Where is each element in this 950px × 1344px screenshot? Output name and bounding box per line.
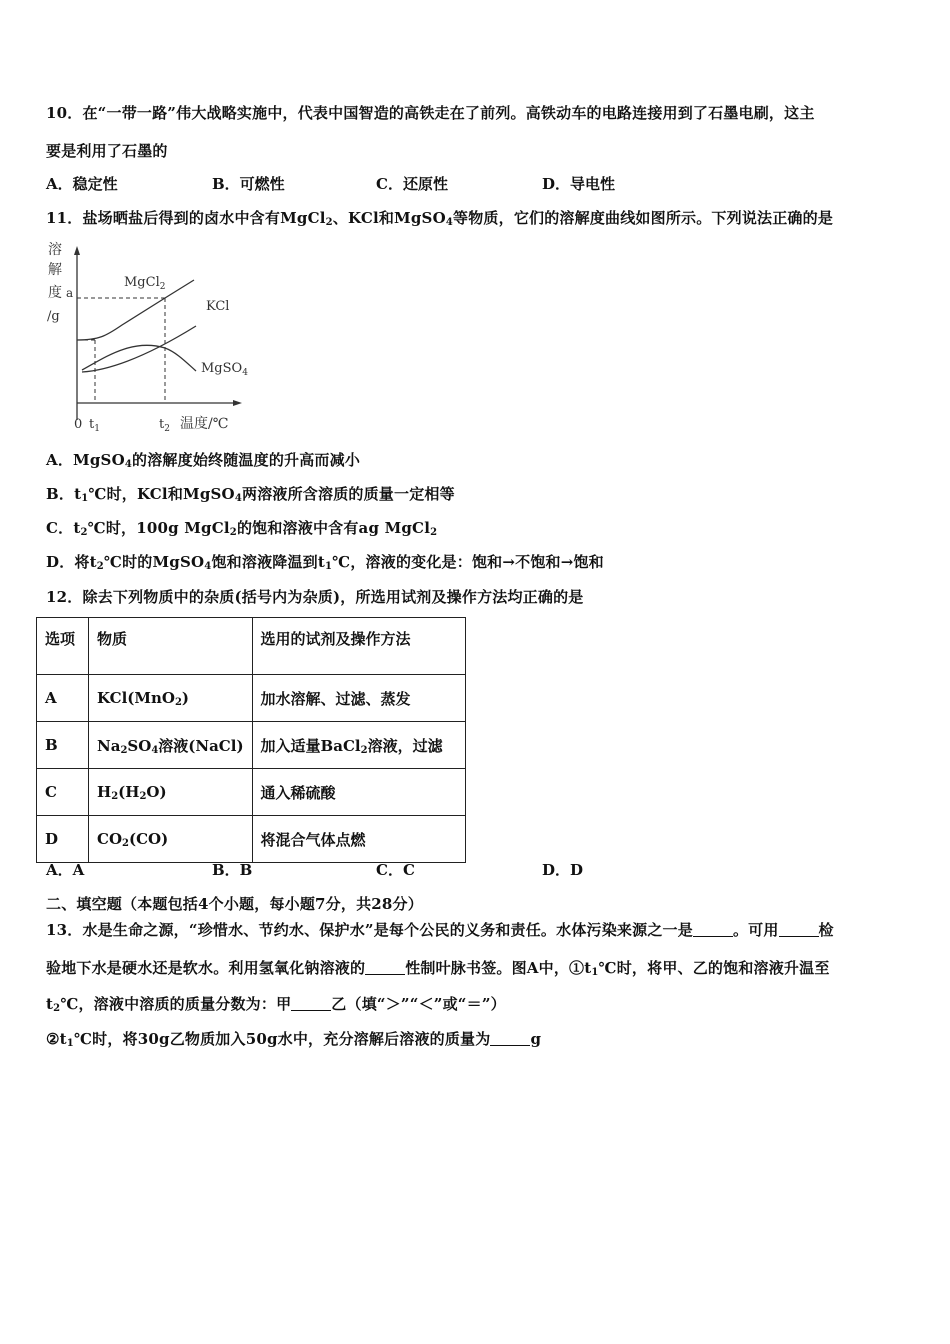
row-substance: $Na_2SO_4$溶液(NaCl) [89,722,253,769]
q12-stem: 12．除去下列物质中的杂质(括号内为杂质)，所选用试剂及操作方法均正确的是 [46,588,584,606]
series-mgso4-line [82,345,196,371]
x-tick-0: 0 [74,417,83,432]
q11-option-b: B．$t_1℃$时，KCl和MgSO$_4$两溶液所含溶质的质量一定相等 [46,485,455,504]
row-option: C [37,769,89,816]
q12-option-b: B．B [212,861,253,879]
ylabel-char-1: 溶 [48,242,62,258]
row-substance: KCl(MnO$_2$) [89,675,253,722]
q11-option-a: A．MgSO$_4$的溶解度始终随温度的升高而减小 [46,451,361,470]
header-option: 选项 [37,618,89,675]
row-substance: $H_2(H_2O)$ [89,769,253,816]
table-row [37,722,466,769]
header-method: 选用的试剂及操作方法 [252,618,465,675]
x-axis-arrow [233,400,242,406]
q11-stem: 11．盐场晒盐后得到的卤水中含有MgCl$_2$、KCl和MgSO$_4$等物质，它们的溶解度曲线如图所示。下列说法正确的是 [46,209,834,228]
row-substance: $CO_2(CO)$ [89,816,253,863]
table-header-row [37,618,466,675]
row-method: 加入适量BaCl$_2$溶液，过滤 [252,722,465,769]
q13-line4: $②t_1℃$时，将30g乙物质加入50g水中，充分溶解后溶液的质量为 g [46,1030,542,1049]
x-tick-t1: $t_1$ [89,417,100,434]
q13-line1: 13．水是生命之源，“珍惜水、节约水、保护水”是每个公民的义务和责任。水体污染来源之一是 。可用 检 [46,921,834,939]
q12-option-d: D．D [542,861,584,879]
series-label-kcl: KCl [206,299,230,314]
row-option: A [37,675,89,722]
row-method: 通入稀硫酸 [252,769,465,816]
q10-line1: 10．在“一带一路”伟大战略实施中，代表中国智造的高铁走在了前列。高铁动车的电路连接用到了石墨电刷，这主 [46,104,815,122]
q12-table [36,617,466,863]
q11-option-d: D．将$t_2℃$时的MgSO$_4$饱和溶液降温到$t_1℃$，溶液的变化是：饱和→不饱和→饱和 [46,553,604,572]
y-marker-a: a [66,286,74,300]
y-axis-arrow [74,246,80,255]
x-axis-label: 温度/℃ [180,416,229,432]
q10-option-d: D．导电性 [542,175,616,193]
section-title: 二、填空题（本题包括4个小题，每小题7分，共28分） [46,895,423,913]
table-row [37,816,466,863]
q10-option-b: B．可燃性 [212,175,285,193]
series-label-mgso4: MgSO$_4$ [201,361,248,378]
q10-option-c: C．还原性 [376,175,448,193]
blank-4[interactable] [291,996,331,1011]
row-method: 将混合气体点燃 [252,816,465,863]
row-method: 加水溶解、过滤、蒸发 [252,675,465,722]
q12-option-a: A．A [46,861,85,879]
table-row [37,675,466,722]
series-kcl-line [82,326,196,372]
table-row [37,769,466,816]
q12-option-c: C．C [376,861,415,879]
series-label-mgcl2: MgCl$_2$ [124,275,166,292]
blank-5[interactable] [490,1031,530,1046]
blank-3[interactable] [365,960,405,975]
x-tick-t2: $t_2$ [159,417,170,434]
ylabel-char-4: /g [47,309,60,324]
q10-line2: 要是利用了石墨的 [46,142,168,160]
header-substance: 物质 [89,618,253,675]
q13-line2: 验地下水是硬水还是软水。利用氢氧化钠溶液的 性制叶脉书签。图A中，$①t_1℃$时，将甲、乙的饱和溶液升温至 [46,959,830,978]
ylabel-char-3: 度 [48,285,62,301]
ylabel-char-2: 解 [48,262,62,278]
q11-option-c: C．$t_2℃$时，100g MgCl$_2$的饱和溶液中含有ag MgCl$_2$ [46,519,438,538]
q13-line3: $t_2℃$，溶液中溶质的质量分数为：甲 乙（填“＞”“＜”或“＝”） [46,995,506,1014]
row-option: D [37,816,89,863]
solubility-chart [44,240,248,436]
q10-option-a: A．稳定性 [46,175,118,193]
blank-1[interactable] [693,922,733,937]
blank-2[interactable] [779,922,819,937]
row-option: B [37,722,89,769]
